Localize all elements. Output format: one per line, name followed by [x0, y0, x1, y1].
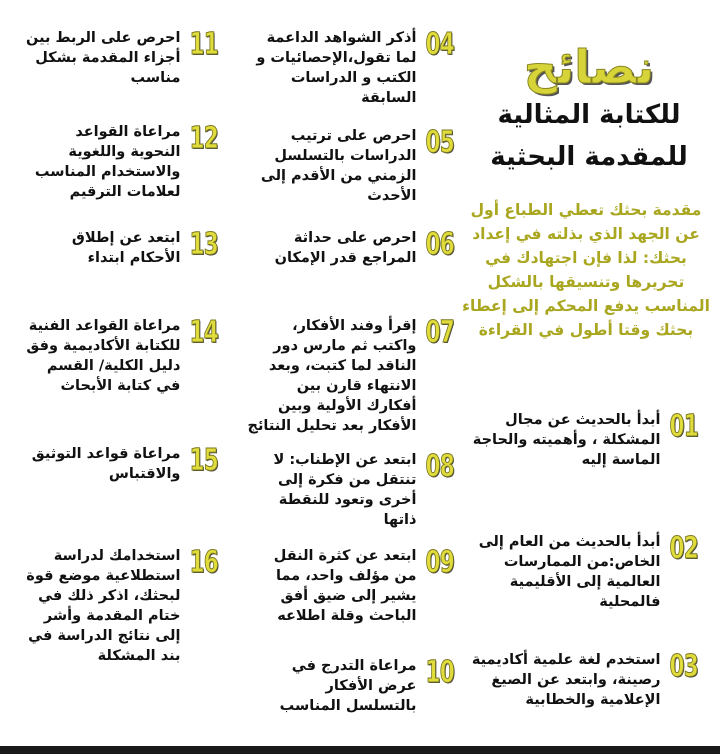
tip-text: استخدامك لدراسة استطلاعية موضع قوة لبحثك، اذكر ذلك في ختام المقدمة وأشر إلى نتائج الدراسة في بند المشكلة	[26, 548, 181, 664]
tip-text: مراعاة القواعد الفنية للكتابة الأكاديمية وفق دليل الكلية/ القسم في كتابة الأبحاث	[26, 318, 181, 394]
tip-number: 11	[189, 27, 219, 62]
tip-14	[22, 316, 222, 396]
tip-number: 02	[669, 531, 699, 566]
page-title: نصائح	[523, 40, 655, 94]
title-block	[468, 40, 710, 178]
tip-09	[248, 546, 458, 626]
tip-text: مراعاة القواعد النحوية واللغوية والاستخدام المناسب لعلامات الترقيم	[34, 124, 181, 200]
tip-number: 13	[189, 227, 219, 262]
tip-number: 14	[189, 315, 219, 350]
tip-text: ابتعد عن كثرة النقل من مؤلف واحد، مما يشير إلى ضيق أفق الباحث وقلة اطلاعه	[273, 548, 417, 624]
tip-text: أذكر الشواهد الداعمة لما تقول،الإحصائيات و الكتب و الدراسات السابقة	[256, 30, 417, 106]
tip-03	[462, 650, 702, 710]
tip-number: 05	[425, 125, 455, 160]
tip-number: 09	[425, 545, 455, 580]
title-line-2: للكتابة المثالية	[497, 100, 681, 130]
tip-10	[253, 656, 458, 716]
tip-text: إقرأ وفند الأفكار، واكتب ثم مارس دور الناقد لما كتبت، وبعد الانتهاء قارن بين أفكارك الأولية وبين الأفكار بعد تحليل النتائج	[247, 318, 417, 434]
tip-text: أبدأ بالحديث عن مجال المشكلة ، وأهميته والحاجة الماسة إليه	[472, 412, 661, 468]
tip-number: 16	[189, 545, 219, 580]
tip-12	[22, 122, 222, 202]
tip-text: احرص على الربط بين أجزاء المقدمة بشكل مناسب	[26, 30, 181, 86]
tip-text: ابتعد عن الإطناب: لا تنتقل من فكرة إلى أخرى وتعود للنقطة ذاتها	[273, 452, 417, 528]
tip-16	[22, 546, 222, 666]
tip-number: 06	[425, 227, 455, 262]
tip-text: ابتعد عن إطلاق الأحكام ابتداء	[71, 230, 181, 266]
bottom-border	[0, 746, 720, 754]
tip-number: 12	[189, 121, 219, 156]
tip-number: 15	[189, 443, 219, 478]
tip-number: 03	[669, 649, 699, 684]
tip-08	[253, 450, 458, 530]
tip-11	[22, 28, 222, 88]
tip-13	[22, 228, 222, 268]
tip-15	[22, 444, 222, 484]
tip-02	[454, 532, 702, 612]
title-line-3: للمقدمة البحثية	[490, 142, 688, 172]
tip-text: أبدأ بالحديث من العام إلى الخاص:من الممارسات العالمية إلى الأقليمية فالمحلية	[478, 534, 661, 610]
tip-07	[246, 316, 458, 436]
tip-06	[253, 228, 458, 268]
tip-05	[253, 126, 458, 206]
tip-text: احرص على حداثة المراجع قدر الإمكان	[274, 230, 417, 266]
tip-04	[253, 28, 458, 108]
tip-text: مراعاة قواعد التوثيق والاقتباس	[31, 446, 181, 482]
intro-paragraph: مقدمة بحثك تعطي الطباع أول عن الجهد الذي بذلته في إعداد بحثك: لذا فإن اجتهادك في تحريرها وتنسيقها بالشكل المناسب يدفع المحكم إلى إعطاء بحثك وقتا أطول في القراءة	[462, 201, 710, 339]
tip-01	[466, 410, 702, 470]
tip-text: مراعاة التدرج في عرض الأفكار بالتسلسل المناسب	[279, 658, 417, 714]
tip-number: 04	[425, 27, 455, 62]
tip-number: 01	[669, 409, 699, 444]
tip-number: 08	[425, 449, 455, 484]
tip-text: استخدم لغة علمية أكاديمية رصينة، وابتعد عن الصيغ الإعلامية والخطابية	[471, 652, 661, 708]
tip-number: 10	[425, 655, 455, 690]
tip-text: احرص على ترتيب الدراسات بالتسلسل الزمني من الأقدم إلى الأحدث	[260, 128, 417, 204]
tip-number: 07	[425, 315, 455, 350]
